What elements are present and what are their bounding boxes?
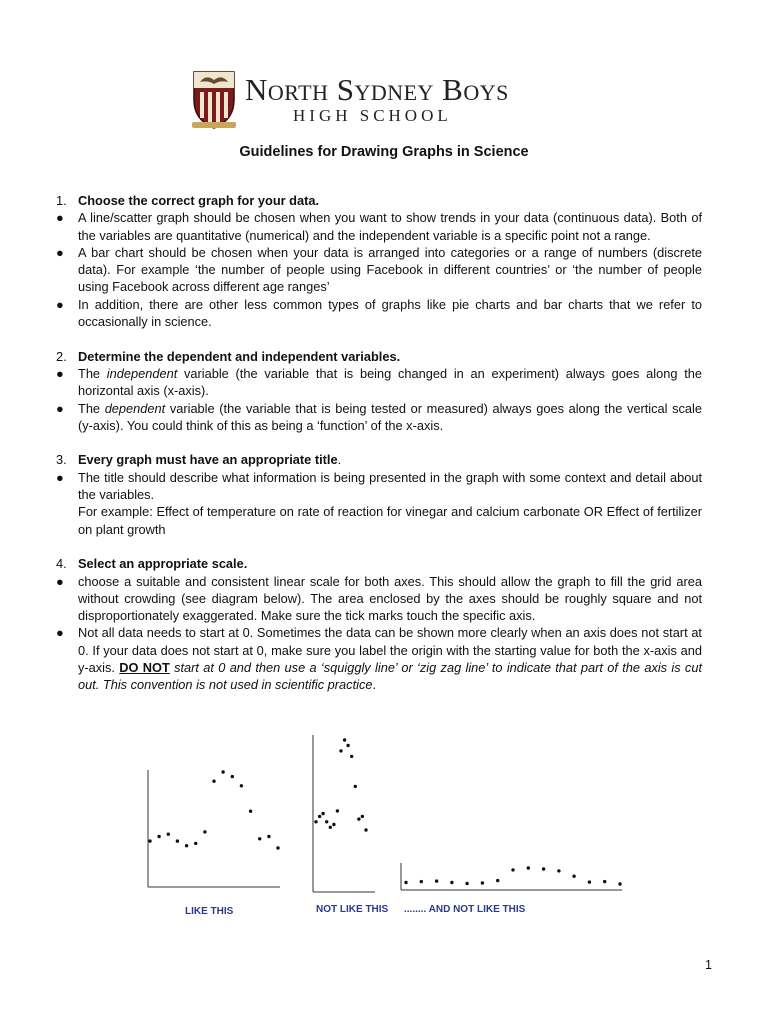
bullet-icon: ● (56, 365, 64, 381)
graph2-point (343, 738, 346, 741)
graph3-point (450, 881, 453, 884)
graph2-point (350, 755, 353, 758)
graph2-point (336, 809, 339, 812)
graph2-point (361, 815, 364, 818)
graph2-point (321, 812, 324, 815)
graph3-point (496, 879, 499, 882)
section-4-heading: 4. Select an appropriate scale. (56, 556, 248, 572)
list-item: ● In addition, there are other less common types of graphs like pie charts and bar charts that we refer to occasionally in science. (56, 296, 702, 330)
list-item: ● A line/scatter graph should be chosen when you want to show trends in your data (continuous data). Both of the variables are quantitative (numerical) and the independent variable is a specific point not a range. (56, 210, 702, 243)
graph3-point (542, 867, 545, 870)
graph1-point (258, 837, 261, 840)
section-1-heading: 1. Choose the correct graph for your data. (56, 193, 320, 208)
guidelines-body (56, 192, 702, 694)
bullet-icon: ● (56, 573, 64, 589)
graph1-point (203, 830, 206, 833)
graph3-point (603, 880, 606, 883)
graph1-point (157, 835, 160, 838)
graph1-point (176, 839, 179, 842)
graph2-point (314, 820, 317, 823)
graph1-point (267, 835, 270, 838)
bullet-icon: ● (56, 400, 64, 416)
caption-not-like-this: NOT LIKE THIS (316, 904, 389, 915)
graph2-point (346, 744, 349, 747)
caption-like-this: LIKE THIS (185, 906, 234, 917)
page-title: Guidelines for Drawing Graphs in Science (239, 144, 529, 160)
list-item: ● Not all data needs to start at 0. Sometimes the data can be shown more clearly when an axis does not start at 0. If your data does not start at 0, make sure you label the origin with the starting value for both the x-axis and y-axis. DO NOT start at 0 and then use a ‘squiggly line’ or ‘zig zag line’ to indicate that part of the axis is cut out. This convention is not used in scientific practice. (56, 625, 702, 693)
graph3-point (588, 880, 591, 883)
bullet-icon: ● (56, 296, 64, 312)
graph2-point (325, 820, 328, 823)
scale-examples-figure (130, 730, 630, 920)
list-item: ● The dependent variable (the variable that is being tested or measured) always goes along the vertical scale (y-axis). You could think of this as being a ‘function’ of the x-axis. (56, 400, 703, 433)
graph3-point (557, 869, 560, 872)
caption-and-not-like-this: ........ AND NOT LIKE THIS (404, 904, 526, 915)
graph3-point (481, 881, 484, 884)
page-number: 1 (705, 958, 712, 972)
bullet-icon: ● (56, 625, 64, 641)
list-item: ● The title should describe what information is being presented in the graph with some context and detail about the variables. (56, 469, 702, 503)
graph3-point (404, 881, 407, 884)
graph2-point (318, 815, 321, 818)
graph2-point (357, 817, 360, 820)
school-name: North Sydney Boys (245, 72, 509, 107)
graph1-point (167, 833, 170, 836)
graph1-point (231, 775, 234, 778)
graph3-point (465, 882, 468, 885)
graph2-point (329, 826, 332, 829)
graph3-point (572, 875, 575, 878)
graph2-point (339, 749, 342, 752)
graph2-point (354, 785, 357, 788)
bullet-icon: ● (56, 244, 64, 260)
scale-examples-diagram (130, 730, 630, 920)
graph2-point (332, 823, 335, 826)
section-3-heading: 3. Every graph must have an appropriate title. (56, 452, 342, 468)
school-crest-icon (190, 66, 238, 130)
bullet-icon: ● (56, 210, 64, 226)
graph1-point (185, 844, 188, 847)
section-2-heading: 2. Determine the dependent and independent variables. (56, 348, 401, 364)
graph3-point (420, 880, 423, 883)
list-item: For example: Effect of temperature on rate of reaction for vinegar and calcium carbonate OR Effect of fertilizer on plant growth (78, 504, 702, 537)
graph1-point (249, 810, 252, 813)
graph1-point (221, 770, 224, 773)
graph3-point (527, 866, 530, 869)
graph2-point (364, 828, 367, 831)
graph1-point (194, 842, 197, 845)
graph3-point (618, 882, 621, 885)
graph3-point (511, 868, 514, 871)
school-subtitle: HIGH SCHOOL (293, 106, 452, 125)
graph1-point (240, 784, 243, 787)
graph3-point (435, 879, 438, 882)
bullet-icon: ● (56, 469, 64, 485)
school-header (190, 66, 590, 132)
list-item: ● The independent variable (the variable that is being changed in an experiment) always goes along the horizontal axis (x-axis). (56, 365, 702, 399)
list-item: ● choose a suitable and consistent linear scale for both axes. This should allow the graph to fill the grid area without crowding (see diagram below). The area enclosed by the axes should be roughly square and not disproportionately exaggerated. Make sure the tick marks touch the specific axis. (56, 573, 702, 624)
graph1-point (212, 780, 215, 783)
graph1-point (276, 846, 279, 849)
list-item: ● A bar chart should be chosen when your data is arranged into categories or a range of numbers (discrete data). For example ‘the number of people using Facebook in different countries’ or ‘the number of people using Facebook across different age ranges’ (56, 244, 702, 295)
graph1-point (148, 839, 151, 842)
